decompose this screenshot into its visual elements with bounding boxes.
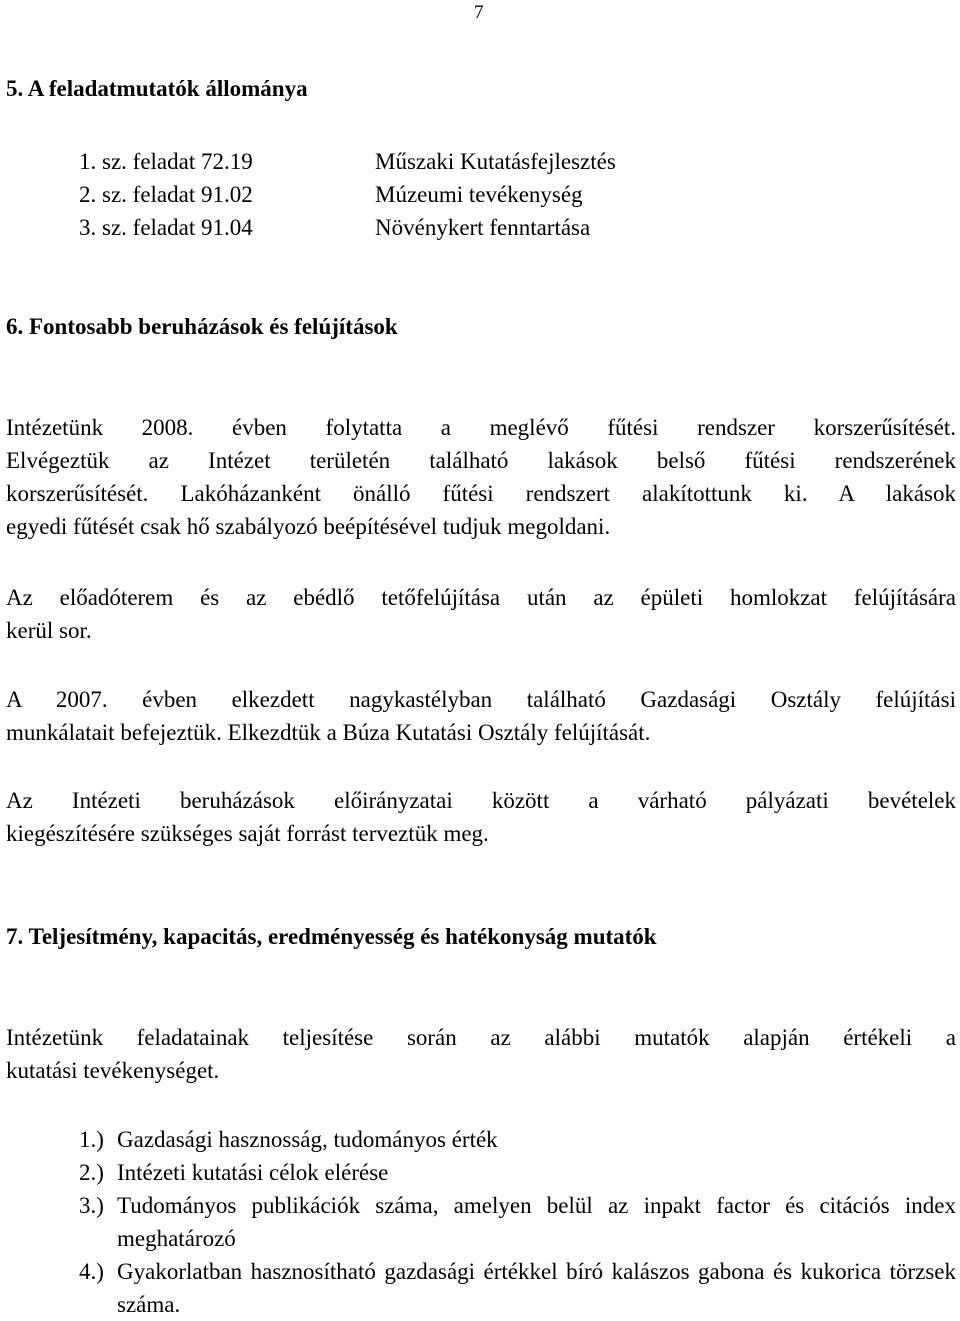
list-item-number: 4.) bbox=[79, 1259, 104, 1284]
task-row bbox=[79, 145, 616, 178]
list-item-number: 3.) bbox=[79, 1193, 104, 1218]
list-item bbox=[79, 1123, 956, 1156]
list-item bbox=[79, 1255, 956, 1321]
list-item-text: Gazdasági hasznosság, tudományos érték bbox=[117, 1127, 498, 1152]
list-item-number: 2.) bbox=[79, 1160, 104, 1185]
task-row bbox=[79, 211, 616, 244]
section-6-heading: 6. Fontosabb beruházások és felújítások bbox=[6, 314, 398, 339]
paragraph-line: egyedi fűtését csak hő szabályozó beépítésével tudjuk megoldani. bbox=[6, 514, 611, 539]
paragraph-line: korszerűsítését. Lakóházanként önálló fűtési rendszert alakítottunk ki. A lakások bbox=[6, 481, 956, 506]
paragraph-line: munkálatait befejeztük. Elkezdtük a Búza Kutatási Osztály felújítását. bbox=[6, 720, 651, 745]
task-code: 2. sz. feladat 91.02 bbox=[79, 182, 253, 207]
task-name: Múzeumi tevékenység bbox=[375, 182, 583, 207]
paragraph-line: Az előadóterem és az ebédlő tetőfelújítása után az épületi homlokzat felújítására bbox=[6, 585, 956, 610]
indicator-list bbox=[79, 1123, 956, 1321]
section-7-heading: 7. Teljesítmény, kapacitás, eredményesség és hatékonyság mutatók bbox=[6, 924, 657, 949]
task-row bbox=[79, 178, 616, 211]
task-code: 1. sz. feladat 72.19 bbox=[79, 149, 253, 174]
paragraph-line: Az Intézeti beruházások előirányzatai között a várható pályázati bevételek bbox=[6, 788, 956, 813]
section-5-heading: 5. A feladatmutatók állománya bbox=[6, 76, 308, 101]
paragraph-line: Intézetünk 2008. évben folytatta a meglévő fűtési rendszer korszerűsítését. bbox=[6, 415, 956, 440]
paragraph-line: Elvégeztük az Intézet területén található lakások belső fűtési rendszerének bbox=[6, 448, 956, 473]
task-list bbox=[79, 145, 616, 244]
list-item-number: 1.) bbox=[79, 1127, 104, 1152]
list-item-text: Intézeti kutatási célok elérése bbox=[117, 1160, 389, 1185]
paragraph-facade bbox=[6, 581, 956, 647]
paragraph-line: kutatási tevékenységet. bbox=[6, 1058, 220, 1083]
paragraph-line: kerül sor. bbox=[6, 618, 92, 643]
paragraph-line: Intézetünk feladatainak teljesítése során az alábbi mutatók alapján értékeli a bbox=[6, 1025, 956, 1050]
task-name: Műszaki Kutatásfejlesztés bbox=[375, 149, 616, 174]
paragraph-heating bbox=[6, 411, 956, 543]
list-item-text: Gyakorlatban hasznosítható gazdasági értékkel bíró kalászos gabona és kukorica törzsek száma. bbox=[117, 1259, 956, 1317]
paragraph-indicators-intro bbox=[6, 1021, 956, 1087]
task-code: 3. sz. feladat 91.04 bbox=[79, 215, 253, 240]
paragraph-investments bbox=[6, 784, 956, 850]
list-item bbox=[79, 1156, 956, 1189]
list-item-text: Tudományos publikációk száma, amelyen belül az inpakt factor és citációs index meghatározó bbox=[117, 1193, 956, 1251]
paragraph-line: kiegészítésére szükséges saját forrást terveztük meg. bbox=[6, 821, 489, 846]
page-number: 7 bbox=[474, 2, 484, 23]
task-name: Növénykert fenntartása bbox=[375, 215, 591, 240]
paragraph-renovation bbox=[6, 683, 956, 749]
paragraph-line: A 2007. évben elkezdett nagykastélyban található Gazdasági Osztály felújítási bbox=[6, 687, 956, 712]
list-item bbox=[79, 1189, 956, 1255]
